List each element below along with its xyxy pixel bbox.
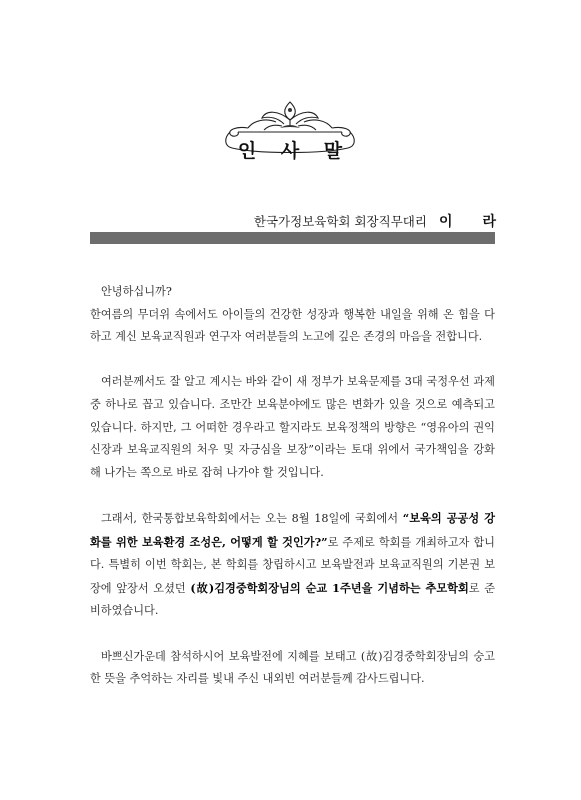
symposium-theme: “보육의 공공성 강화를 위한 보육환경 조성은, 어떻게 할 것인가?” — [90, 510, 495, 549]
paragraph-3 — [90, 507, 495, 623]
memorial-event-name: (故)김경중학회장님의 순교 1주년을 기념하는 추모학회 — [190, 580, 469, 595]
author-name — [439, 214, 496, 230]
paragraph-2-text: 여러분께서도 잘 알고 계시는 바와 같이 새 정부가 보육문제를 3대 국정우선 과제 중 하나로 꼽고 있습니다. 조만간 보육분야에도 많은 변화가 있을 것으로 예측되고 있습니다. 하지만, 그 어떠한 경우라고 할지라도 보육정책의 방향은 “영유아의 권익신장과 보육교직원의 처우 및 자긍심을 보장”이라는 토대 위에서 국가책임을 강화해 나가는 쪽으로 바로 잡혀 나가야 할 것입니다. — [90, 375, 495, 479]
page-title: 인 사 말 — [237, 140, 352, 162]
paragraph-1-text: 한여름의 무더위 속에서도 아이들의 건강한 성장과 행복한 내일을 위해 온 힘을 다하고 계신 보육교직원과 연구자 여러분들의 노고에 깊은 존경의 마음을 전합니다. — [90, 307, 495, 344]
author-name-last: 라 — [482, 214, 496, 230]
paragraph-3-text-c: 로 준비하였습니다. — [90, 581, 495, 618]
paragraph-3-text-a: 그래서, 한국통합보육학회에서는 오는 8월 18일에 국회에서 — [101, 511, 403, 525]
author-name-first: 이 — [438, 214, 453, 230]
paragraph-2 — [90, 371, 495, 484]
paragraph-1 — [90, 281, 495, 349]
greeting: 안녕하십니까? — [101, 285, 172, 298]
paragraph-3-text-b: 로 주제로 학회를 개최하고자 합니다. 특별히 이번 학회는, 본 학회를 창립하시고 보육발전과 보육교직원의 기본권 보장에 앞장서 오셨던 — [90, 535, 495, 595]
letter-body — [90, 281, 495, 713]
paragraph-4 — [90, 646, 495, 691]
author-line — [254, 211, 496, 231]
author-affiliation: 한국가정보육학회 회장직무대리 — [253, 214, 427, 229]
header-divider-bar — [90, 232, 495, 244]
paragraph-4-text: 바쁘신가운데 참석하시어 보육발전에 지혜를 보태고 (故)김경중학회장님의 숭고한 뜻을 추억하는 자리를 빛내 주신 내외빈 여러분들께 감사드립니다. — [90, 649, 495, 686]
